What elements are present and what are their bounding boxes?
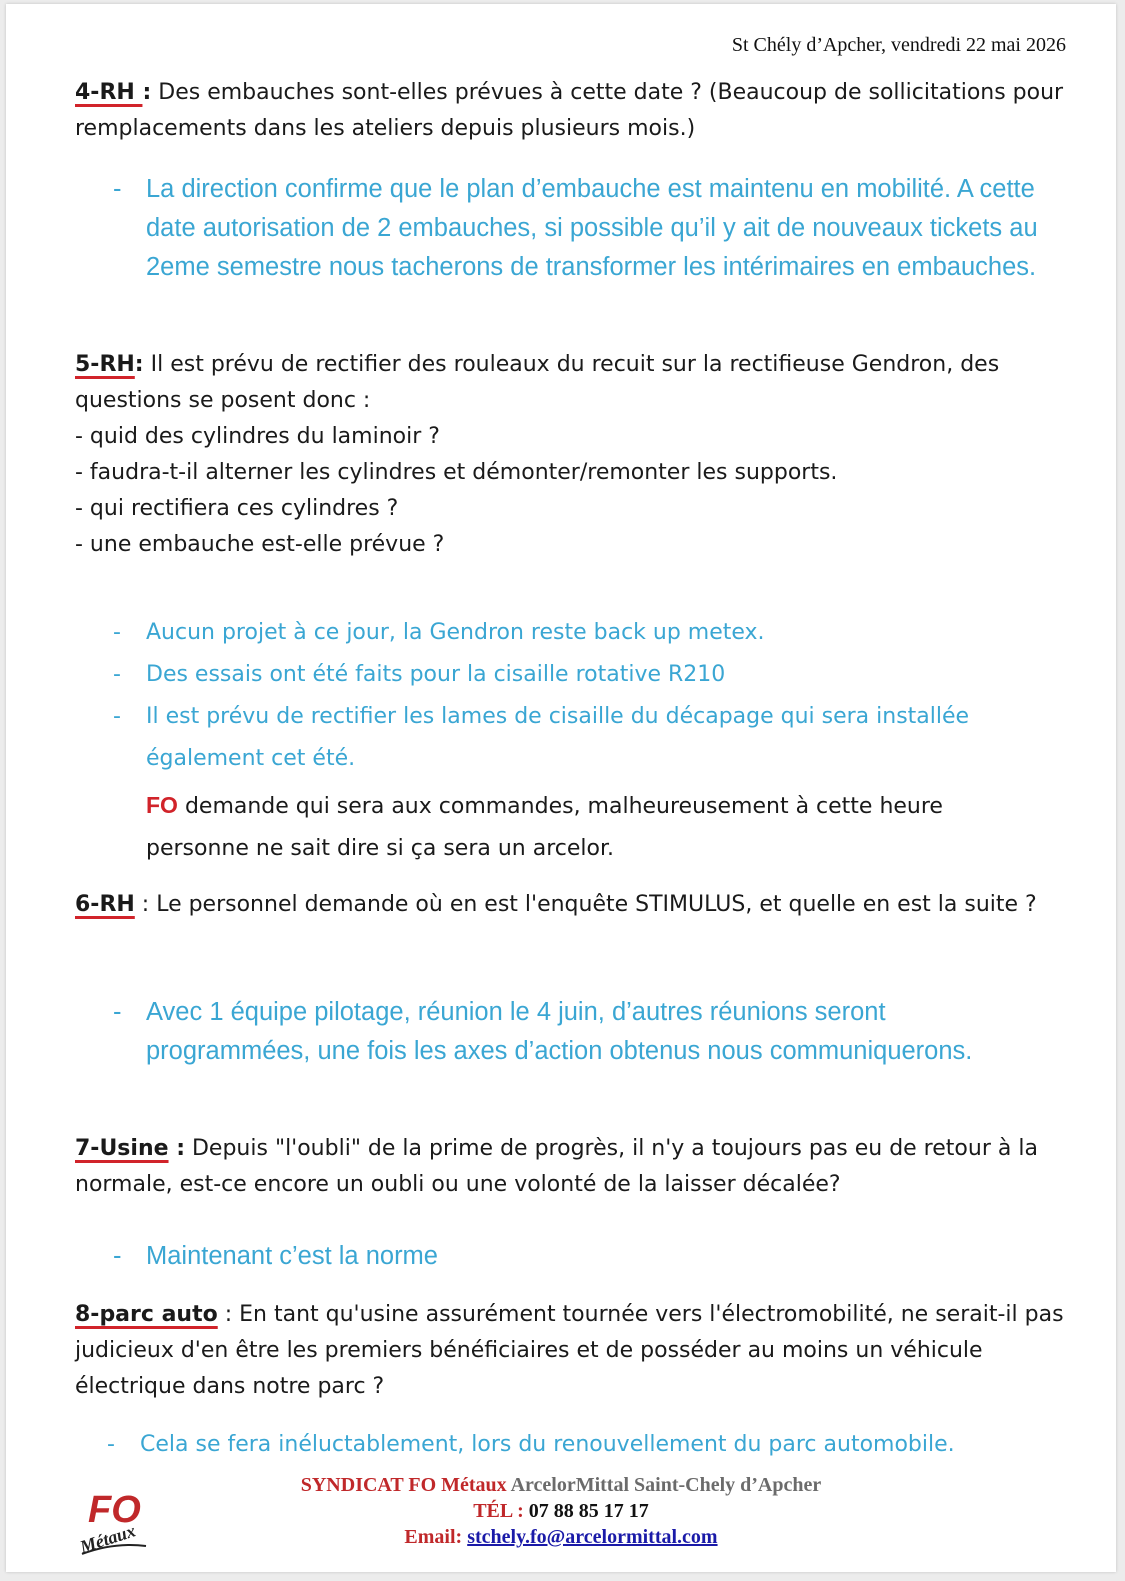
question-8 — [75, 1297, 1065, 1405]
answer-6: - Avec 1 équipe pilotage, réunion le 4 juin, d’autres réunions seront programmées, une fois les axes d’action obtenus nous communiquerons. — [113, 998, 973, 1065]
question-4-text: Des embauches sont-elles prévues à cette date ? (Beaucoup de sollicitations pour remplacements dans les ateliers depuis plusieurs mois.) — [75, 80, 1064, 141]
answer-4-text: La direction confirme que le plan d’embauche est maintenu en mobilité. A cette date autorisation de 2 embauches, si possible qu’il y ait de nouveaux tickets au 2eme semestre nous tacherons de transformer les intérimaires en embauches. — [146, 175, 1038, 281]
document-date: St Chély d’Apcher, vendredi 22 mai 2026 — [731, 34, 1066, 56]
question-5-item: - faudra-t-il alterner les cylindres et démonter/remonter les supports. — [75, 460, 838, 485]
fo-comment — [146, 784, 1046, 870]
question-4-tag: 4-RH — [75, 80, 143, 105]
footer-email-link[interactable]: stchely.fo@arcelormittal.com — [467, 1526, 718, 1548]
footer-tel: 07 88 85 17 17 — [528, 1500, 649, 1522]
question-5-text: Il est prévu de rectifier des rouleaux du recuit sur la rectifieuse Gendron, des questions se posent donc : — [75, 352, 1000, 413]
answer-5-2: - Des essais ont été faits pour la cisaille rotative R210 — [113, 662, 726, 687]
question-5-item: - quid des cylindres du laminoir ? — [75, 424, 440, 449]
answer-5-1: - Aucun projet à ce jour, la Gendron reste back up metex. — [113, 620, 765, 645]
answer-8: - Cela se fera inéluctablement, lors du renouvellement du parc automobile. — [107, 1432, 955, 1457]
question-4: 4-RH : Des embauches sont-elles prévues à cette date ? (Beaucoup de sollicitations pour remplacements dans les ateliers depuis plusieurs mois.) — [75, 80, 1064, 141]
document-page — [6, 4, 1116, 1572]
logo-metaux-text: Métaux — [77, 1520, 138, 1558]
question-8-tag: 8-parc auto — [75, 1302, 218, 1327]
fo-comment-text: demande qui sera aux commandes, malheureusement à cette heure personne ne sait dire si ça sera un arcelor. — [146, 794, 943, 861]
answer-5-3: - Il est prévu de rectifier les lames de cisaille du décapage qui sera installée également cet été. — [113, 704, 970, 771]
question-5-item: - une embauche est-elle prévue ? — [75, 532, 445, 557]
question-5: 5-RH: Il est prévu de rectifier des rouleaux du recuit sur la rectifieuse Gendron, des questions se posent donc : - quid des cylindres du laminoir ? - faudra-t-il alterner les cylindres et démonter/remonter les supports. - qui rectifiera ces cylindres ? - une embauche est-elle prévue ? — [75, 347, 1065, 563]
answer-7: - Maintenant c’est la norme — [113, 1242, 438, 1270]
question-6-text: : Le personnel demande où en est l'enquête STIMULUS, et quelle en est la suite ? — [134, 892, 1037, 917]
answer-4: - La direction confirme que le plan d’embauche est maintenu en mobilité. A cette date autorisation de 2 embauches, si possible qu’il y ait de nouveaux tickets au 2eme semestre nous tacherons de transformer les intérimaires en embauches. — [113, 175, 1038, 281]
question-6 — [75, 887, 1065, 923]
footer-org-line — [6, 1472, 1116, 1498]
answer-6-text: Avec 1 équipe pilotage, réunion le 4 juin, d’autres réunions seront programmées, une fois les axes d’action obtenus nous communiquerons. — [146, 998, 973, 1065]
question-7-tag: 7-Usine — [75, 1136, 169, 1161]
fo-label: FO — [146, 792, 178, 818]
question-6-tag: 6-RH — [75, 892, 135, 917]
question-5-tag: 5-RH — [75, 352, 135, 377]
answer-7-text: Maintenant c’est la norme — [146, 1242, 438, 1270]
footer-tel-line: TÉL : 07 88 85 17 17 — [473, 1500, 649, 1522]
footer — [6, 1472, 1116, 1550]
answer-8-text: Cela se fera inéluctablement, lors du renouvellement du parc automobile. — [140, 1432, 955, 1457]
footer-org: SYNDICAT FO Métaux — [300, 1474, 507, 1496]
logo-fo-text: FO — [88, 1489, 141, 1531]
question-7-text: Depuis "l'oubli" de la prime de progrès, il n'y a toujours pas eu de retour à la normale, est-ce encore un oubli ou une volonté de la laisser décalée? — [75, 1136, 1038, 1197]
question-5-item: - qui rectifiera ces cylindres ? — [75, 496, 399, 521]
footer-email-line: Email: stchely.fo@arcelormittal.com — [404, 1526, 718, 1548]
question-7: 7-Usine : Depuis "l'oubli" de la prime de progrès, il n'y a toujours pas eu de retour à la normale, est-ce encore un oubli ou une volonté de la laisser décalée? — [75, 1136, 1038, 1197]
footer-site: ArcelorMittal Saint-Chely d’Apcher — [506, 1474, 822, 1496]
question-8-text: : En tant qu'usine assurément tournée vers l'électromobilité, ne serait-il pas judicieux d'en être les premiers bénéficiaires et de posséder au moins un véhicule électrique dans notre parc ? — [75, 1302, 1064, 1399]
